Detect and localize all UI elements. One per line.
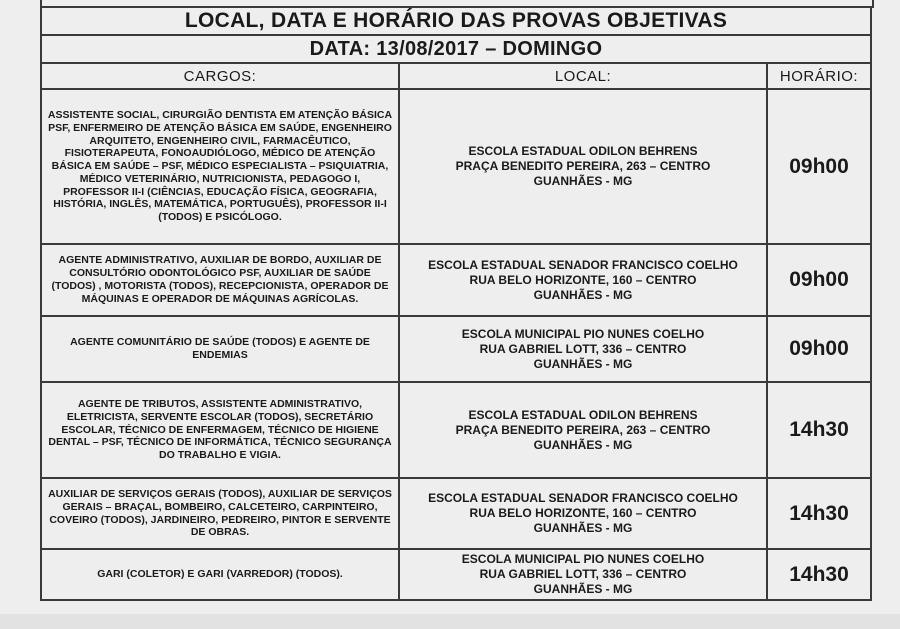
local-name: ESCOLA ESTADUAL SENADOR FRANCISCO COELHO [428,257,738,272]
cargos-cell: AGENTE COMUNITÁRIO DE SAÚDE (TODOS) E AGENTE DE ENDEMIAS [41,316,399,382]
local-name: ESCOLA ESTADUAL ODILON BEHRENS [468,144,698,158]
table-row [41,316,871,382]
local-cell [399,478,767,549]
local-name: ESCOLA ESTADUAL ODILON BEHRENS [468,407,698,422]
local-name: ESCOLA MUNICIPAL PIO NUNES COELHO [461,552,705,566]
date-row [41,35,871,63]
local-city: GUANHÃES - MG [533,174,633,188]
cargos-cell: GARI (COLETOR) E GARI (VARREDOR) (TODOS). [41,549,399,600]
table-row [41,382,871,478]
horario-cell: 09h00 [767,89,871,244]
local-city: GUANHÃES - MG [533,356,633,371]
local-city: GUANHÃES - MG [533,521,633,535]
horario-cell: 14h30 [767,549,871,600]
local-address: RUA BELO HORIZONTE, 160 – CENTRO [469,506,697,520]
page-bottom-margin [0,614,900,629]
local-address: RUA GABRIEL LOTT, 336 – CENTRO [479,567,687,581]
table-row [41,244,871,316]
cargos-cell: AUXILIAR DE SERVIÇOS GERAIS (TODOS), AUXILIAR DE SERVIÇOS GERAIS – BRAÇAL, BOMBEIRO, CALCETEIRO, CARPINTEIRO, COVEIRO (TODOS), JARDINEIRO, PEDREIRO, PINTOR E SERVENTE DE OBRAS. [41,478,399,549]
page-title: LOCAL, DATA E HORÁRIO DAS PROVAS OBJETIVAS [41,7,871,35]
cargos-cell: AGENTE ADMINISTRATIVO, AUXILIAR DE BORDO, AUXILIAR DE CONSULTÓRIO ODONTOLÓGICO PSF, AUXILIAR DE SAÚDE (TODOS) , MOTORISTA (TODOS), RECEPCIONISTA, OPERADOR DE MÁQUINAS E OPERADOR DE MÁQUINAS AGRÍCOLAS. [41,244,399,316]
local-city: GUANHÃES - MG [533,582,633,596]
title-row [41,7,871,35]
local-name: ESCOLA MUNICIPAL PIO NUNES COELHO [461,326,705,341]
table-row [41,549,871,600]
local-address: RUA BELO HORIZONTE, 160 – CENTRO [469,272,697,287]
local-cell [399,549,767,600]
local-city: GUANHÃES - MG [533,437,633,452]
horario-cell: 14h30 [767,478,871,549]
local-cell [399,244,767,316]
cargos-cell: AGENTE DE TRIBUTOS, ASSISTENTE ADMINISTRATIVO, ELETRICISTA, SERVENTE ESCOLAR (TODOS), SECRETÁRIO ESCOLAR, TÉCNICO DE ENFERMAGEM, TÉCNICO DE HIGIENE DENTAL – PSF, TÉCNICO DE INFORMÁTICA, TÉCNICO SEGURANÇA DO TRABALHO E VIGIA. [41,382,399,478]
exam-date: DATA: 13/08/2017 – DOMINGO [41,35,871,63]
header-row [41,63,871,89]
local-cell [399,89,767,244]
header-horario: HORÁRIO: [767,63,871,89]
local-cell [399,382,767,478]
cargos-cell: ASSISTENTE SOCIAL, CIRURGIÃO DENTISTA EM ATENÇÃO BÁSICA PSF, ENFERMEIRO DE ATENÇÃO BÁSICA EM SAÚDE, ENGENHEIRO ARQUITETO, ENGENHEIRO CIVIL, FARMACÊUTICO, FISIOTERAPEUTA, FONOAUDIÓLOGO, MÉDICO DE ATENÇÃO BÁSICA EM SAÚDE – PSF, MÉDICO ESPECIALISTA – PSIQUIATRIA, MÉDICO VETERINÁRIO, NUTRICIONISTA, PEDAGOGO I, PROFESSOR II-I (CIÊNCIAS, EDUCAÇÃO FÍSICA, GEOGRAFIA, HISTÓRIA, INGLÊS, MATEMÁTICA, PORTUGUÊS), PROFESSOR II-I (TODOS) E PSICÓLOGO. [41,89,399,244]
horario-cell: 09h00 [767,244,871,316]
exam-schedule-table [40,6,872,601]
local-city: GUANHÃES - MG [533,287,633,302]
local-address: PRAÇA BENEDITO PEREIRA, 263 – CENTRO [455,159,711,173]
local-address: PRAÇA BENEDITO PEREIRA, 263 – CENTRO [455,422,711,437]
horario-cell: 14h30 [767,382,871,478]
header-cargos: CARGOS: [41,63,399,89]
local-cell [399,316,767,382]
horario-cell: 09h00 [767,316,871,382]
header-local: LOCAL: [399,63,767,89]
table-row [41,89,871,244]
local-name: ESCOLA ESTADUAL SENADOR FRANCISCO COELHO [428,491,738,505]
local-address: RUA GABRIEL LOTT, 336 – CENTRO [479,341,687,356]
table-row [41,478,871,549]
